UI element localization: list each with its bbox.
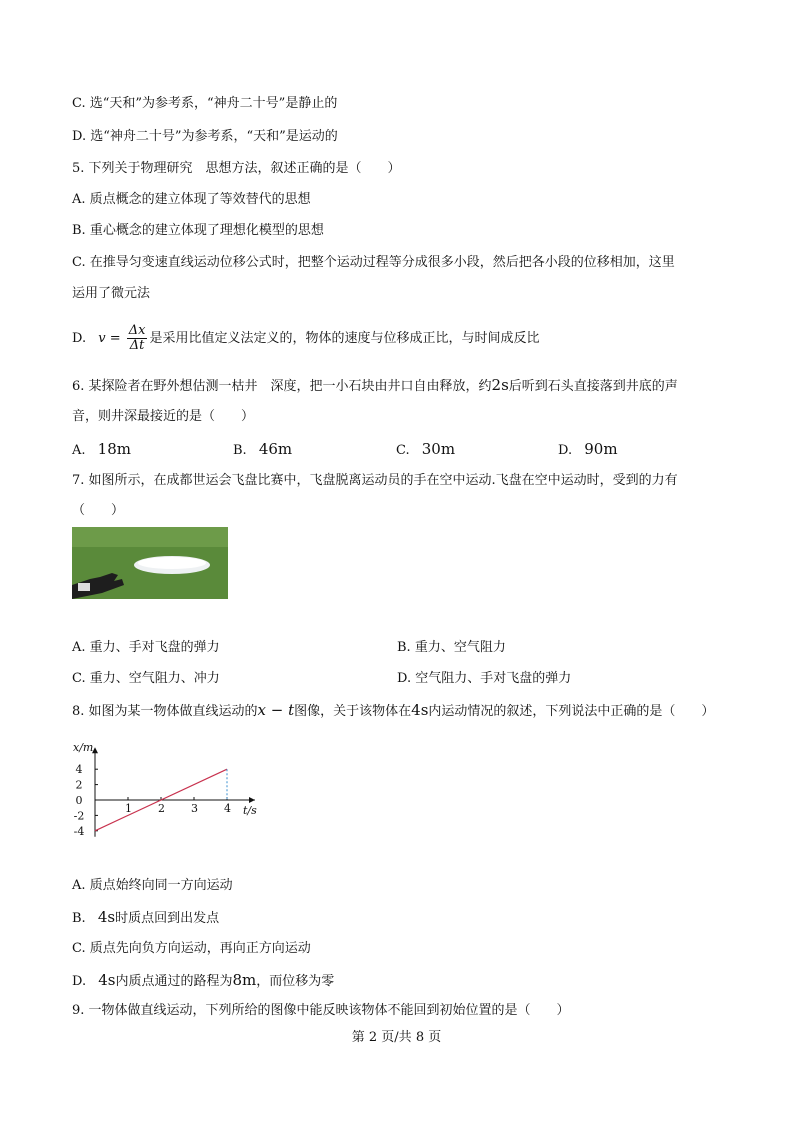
q5-option-c-line1: C. 在推导匀变速直线运动位移公式时，把整个运动过程等分成很多小段，然后把各小段的位移相加，这里 bbox=[72, 255, 675, 270]
q6-option-b-value: 46m bbox=[258, 440, 293, 458]
q7-option-c: C. 重力、空气阻力、冲力 bbox=[72, 671, 220, 686]
q5-option-c-line2: 运用了微元法 bbox=[72, 286, 151, 301]
q5-stem: 5. 下列关于物理研究 思想方法，叙述正确的是（ ） bbox=[72, 161, 401, 176]
q5-formula-lhs: v = bbox=[98, 331, 121, 346]
q6-option-d bbox=[558, 440, 618, 460]
q4-option-c: C. 选“天和”为参考系，“神舟二十号”是静止的 bbox=[72, 96, 338, 111]
q6-option-b bbox=[233, 440, 292, 460]
q6-option-a-letter: A. bbox=[72, 443, 86, 458]
y-tick-label: 0 bbox=[75, 794, 83, 807]
q5-formula-numerator: Δx bbox=[128, 323, 146, 338]
y-tick-label: 2 bbox=[75, 778, 83, 792]
y-tick-label: 4 bbox=[75, 763, 83, 777]
q8-stem bbox=[72, 701, 714, 721]
q6-option-a bbox=[72, 440, 131, 460]
q6-option-d-letter: D. bbox=[558, 443, 573, 458]
q6-option-c bbox=[396, 440, 455, 460]
q9-stem: 9. 一物体做直线运动，下列所给的图像中能反映该物体不能回到初始位置的是（ ） bbox=[72, 1003, 570, 1018]
q6-stem-line1 bbox=[72, 376, 678, 396]
y-tick-label: -4 bbox=[73, 824, 85, 838]
q8-option-d-distance: 8m bbox=[232, 971, 257, 989]
q8-option-b-letter: B. bbox=[72, 911, 86, 926]
q5-option-d bbox=[72, 322, 540, 356]
q6-option-d-value: 90m bbox=[584, 440, 618, 458]
q8-option-d-text2: ，而位移为零 bbox=[256, 974, 335, 989]
q8-stem-part1: 8. 如图为某一物体做直线运动的 bbox=[72, 704, 258, 719]
y-tick-label: -2 bbox=[73, 809, 85, 823]
q7-stem-line2: （ ） bbox=[72, 503, 125, 518]
q7-option-d: D. 空气阻力、手对飞盘的弹力 bbox=[397, 671, 572, 686]
xt-chart bbox=[70, 730, 270, 860]
q8-time-value: 4s bbox=[411, 701, 429, 719]
q8-option-d-text1: 内质点通过的路程为 bbox=[115, 974, 233, 989]
q8-option-a: A. 质点始终向同一方向运动 bbox=[72, 878, 233, 893]
q7-option-a: A. 重力、手对飞盘的弹力 bbox=[72, 640, 220, 655]
q8-graph-type: x − t bbox=[257, 701, 295, 719]
q4-option-d: D. 选“神舟二十号”为参考系，“天和”是运动的 bbox=[72, 129, 338, 144]
q8-stem-part3: 内运动情况的叙述，下列说法中正确的是（ ） bbox=[428, 704, 715, 719]
q8-option-d bbox=[72, 971, 334, 991]
q5-option-b: B. 重心概念的建立体现了理想化模型的思想 bbox=[72, 223, 324, 238]
q5-formula-fraction bbox=[127, 324, 148, 353]
q8-stem-part2: 图像，关于该物体在 bbox=[294, 704, 412, 719]
q5-formula-denominator: Δt bbox=[129, 338, 145, 353]
q6-stem-line2: 音，则井深最接近的是（ ） bbox=[72, 409, 255, 424]
q8-option-d-time: 4s bbox=[98, 971, 116, 989]
q6-option-b-letter: B. bbox=[233, 443, 247, 458]
q5-option-d-letter: D. bbox=[72, 331, 87, 346]
q6-option-a-value: 18m bbox=[97, 440, 131, 458]
q8-option-c: C. 质点先向负方向运动，再向正方向运动 bbox=[72, 941, 311, 956]
x-axis-label: t/s bbox=[243, 804, 257, 817]
q6-option-c-value: 30m bbox=[421, 440, 456, 458]
q5-option-d-text: 是采用比值定义法定义的，物体的速度与位移成正比，与时间成反比 bbox=[149, 331, 540, 346]
q6-option-c-letter: C. bbox=[396, 443, 410, 458]
x-tick-label: 2 bbox=[158, 802, 165, 815]
x-tick-label: 3 bbox=[191, 802, 198, 815]
q6-stem-part2: 后听到石头直接落到井底的声 bbox=[508, 379, 678, 394]
q5-option-a: A. 质点概念的建立体现了等效替代的思想 bbox=[72, 192, 311, 207]
page-footer: 第 2 页/共 8 页 bbox=[351, 1030, 442, 1045]
frisbee-photo-illustration bbox=[72, 527, 228, 599]
frisbee-photo bbox=[72, 527, 228, 599]
q8-option-d-letter: D. bbox=[72, 974, 87, 989]
q7-option-b: B. 重力、空气阻力 bbox=[397, 640, 506, 655]
q8-option-b bbox=[72, 908, 219, 928]
x-axis-arrow bbox=[249, 797, 255, 803]
y-axis-label: x/m bbox=[73, 741, 94, 755]
q6-time-value: 2s bbox=[491, 376, 509, 394]
q8-option-b-time: 4s bbox=[97, 908, 116, 926]
x-tick-label: 4 bbox=[224, 802, 231, 815]
q7-stem-line1: 7. 如图所示，在成都世运会飞盘比赛中，飞盘脱离运动员的手在空中运动.飞盘在空中运动时，受到的力有 bbox=[72, 473, 678, 488]
x-tick-label: 1 bbox=[125, 802, 132, 815]
q6-stem-part1: 6. 某探险者在野外想估测一枯井 深度，把一小石块由井口自由释放，约 bbox=[72, 379, 492, 394]
q8-option-b-text: 时质点回到出发点 bbox=[115, 911, 220, 926]
